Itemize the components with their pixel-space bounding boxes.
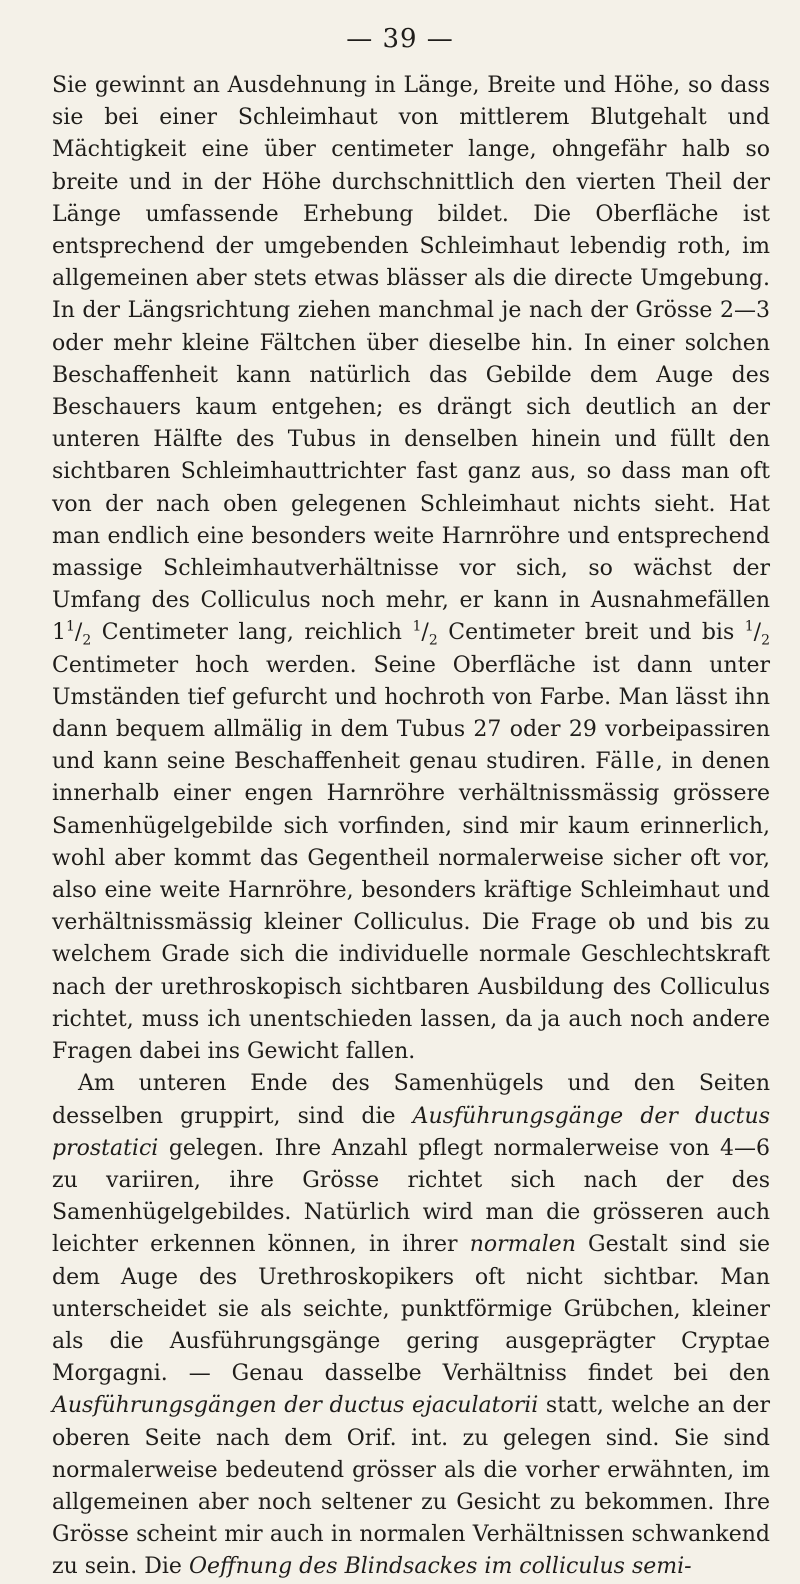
fraction-numerator: 1 — [412, 619, 422, 636]
text-run: , in denen innerhalb einer engen Harnröhre verhältnissmässig grössere Samenhügelgebilde sich vorfinden, sind mir kaum erinnerlich, wohl aber kommt das Gegentheil normalerweise sicher oft vor, also eine weite Harnröhre, besonders kräftige Schleimhaut und verhältnissmässig kleiner Colliculus. Die Frage ob und bis zu welchem Grade sich die individuelle normale Geschlechtskraft nach der urethroskopisch sichtbaren Ausbildung des Colliculus richtet, muss ich unentschieden lassen, da ja auch noch andere Fragen dabei ins Gewicht fallen. — [52, 749, 770, 1065]
text-run: / — [753, 620, 762, 646]
text-run: Am unteren Ende des Samenhügels und den Seiten desselben gruppirt, sind die — [52, 1071, 770, 1129]
paragraph — [52, 70, 770, 1068]
fraction-denominator: 2 — [761, 632, 771, 649]
text-run: statt, welche an der oberen Seite nach dem Orif. int. zu gelegen sind. Sie sind normalerweise bedeutend grösser als die vorher erwähnten, im allgemeinen aber noch seltener zu Gesicht zu bekommen. Ihre Grösse scheint mir auch in normalen Verhältnissen schwankend zu sein. Die — [52, 1393, 770, 1580]
fraction-numerator: 1 — [66, 619, 75, 636]
text-run: Centimeter lang, reichlich — [91, 620, 413, 646]
text-run: / — [74, 620, 83, 646]
italic-term: Ausführungsgängen der ductus ejaculatorii — [52, 1393, 539, 1419]
page-number: — 39 — — [346, 24, 454, 54]
fraction-denominator: 2 — [82, 632, 92, 649]
text-run: Centimeter hoch werden. Seine Oberfläche ist dann unter Umständen tief gefurcht und hochroth von Farbe. Man lässt ihn dann bequem allmälig in dem Tubus 27 oder 29 vorbeipassiren und kann seine Beschaffenheit genau studiren. — [52, 652, 770, 775]
text-run: / — [421, 620, 429, 646]
paragraph — [52, 1068, 770, 1583]
italic-term: Oeffnung des Blindsackes im colliculus semi- — [188, 1554, 692, 1580]
text-run: Centimeter breit und bis — [437, 620, 745, 646]
italic-term: normalen — [469, 1232, 576, 1258]
text-run: Sie gewinnt an Ausdehnung in Länge, Breite und Höhe, so dass sie bei einer Schleimhaut von mittlerem Blutgehalt und Mächtigkeit eine über centimeter lange, ohngefähr halb so breite und in der Höhe durchschnittlich den vierten Theil der Länge umfassende Erhebung bildet. Die Oberfläche ist entsprechend der umgebenden Schleimhaut lebendig roth, im allgemeinen aber stets etwas blässer als die directe Umgebung. In der Längsrichtung ziehen manchmal je nach der Grösse 2—3 oder mehr kleine Fältchen über dieselbe hin. In einer solchen Beschaffenheit kann natürlich das Gebilde dem Auge des Beschauers kaum entgehen; es drängt sich deutlich an der unteren Hälfte des Tubus in denselben hinein und füllt den sichtbaren Schleimhauttrichter fast ganz aus, so dass man oft von der nach oben gelegenen Schleimhaut nichts sieht. Hat man endlich eine besonders weite Harnröhre und entsprechend massige Schleimhautverhältnisse vor sich, so wächst der Umfang des Colliculus noch mehr, er kann in Ausnahmefällen 1 — [52, 73, 770, 646]
fraction-numerator: 1 — [744, 619, 754, 636]
spaced-word: Fälle — [595, 749, 656, 775]
fraction-denominator: 2 — [428, 632, 438, 649]
text-run: gelegen. Ihre Anzahl pflegt normalerweise von 4—6 zu variiren, ihre Grösse richtet sich nach der des Samenhügelgebildes. Natürlich wird man die grösseren auch leichter erkennen können, in ihrer — [52, 1135, 770, 1258]
text-run: Gestalt sind sie dem Auge des Urethroskopikers oft nicht sichtbar. Man unterscheidet sie als seichte, punktförmige Grübchen, kleiner als die Ausführungsgänge gering ausgeprägter Cryptae Morgagni. — Genau dasselbe Verhältniss findet bei den — [52, 1232, 770, 1387]
italic-term: Ausführungsgänge der ductus prostatici — [52, 1103, 770, 1161]
body-text — [52, 70, 770, 1584]
